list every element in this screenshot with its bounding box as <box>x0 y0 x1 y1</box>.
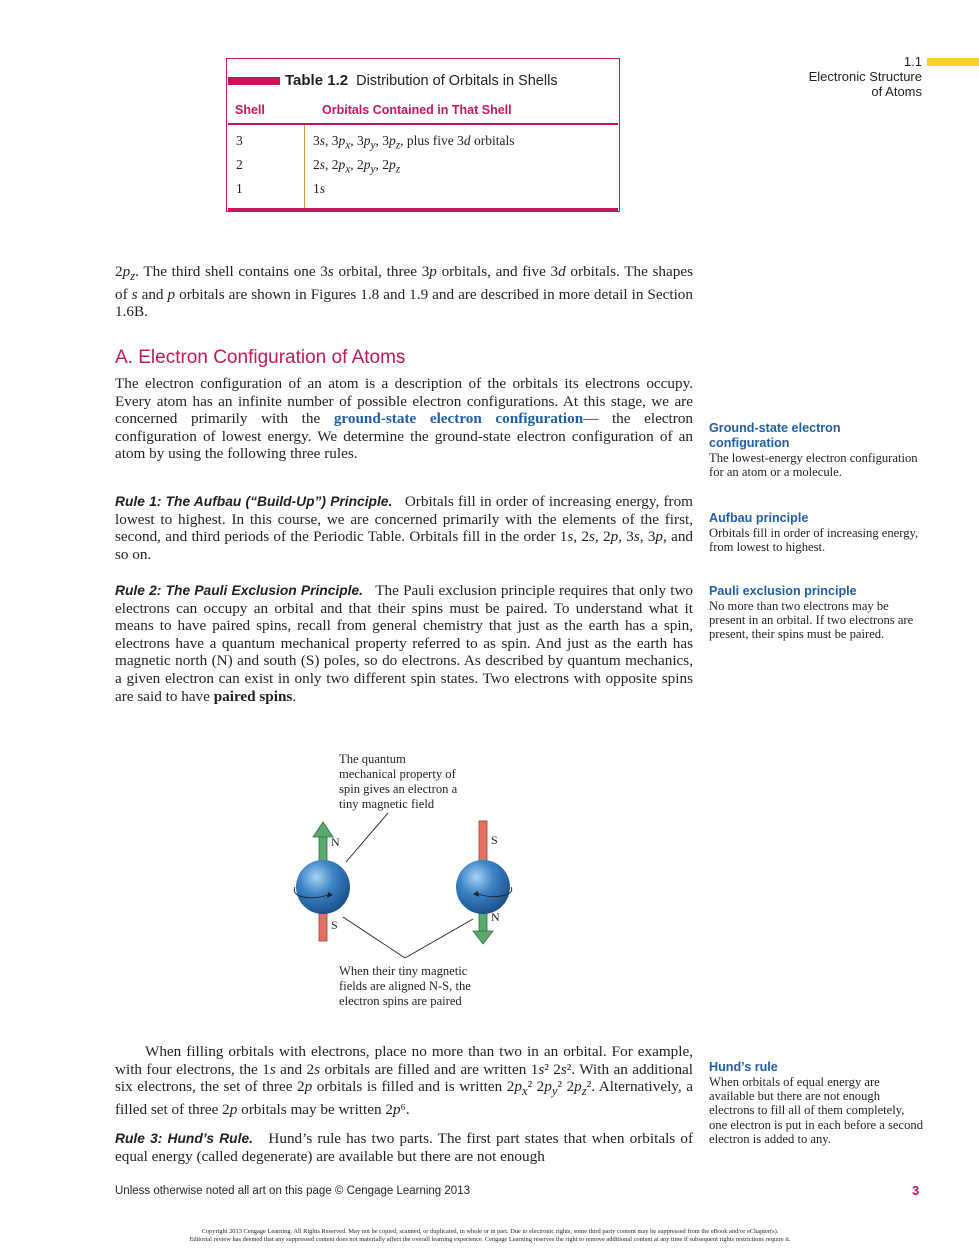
rule-3-title: Rule 3: Hund’s Rule. <box>115 1131 253 1146</box>
glossary-term: Ground-state electron configuration <box>709 421 841 450</box>
glossary-term: Aufbau principle <box>709 511 809 525</box>
spin-pairing-figure <box>270 745 530 1015</box>
intro-paragraph: $2p_z$. The third shell contains one 3s orbital, three 3p orbitals, and five 3d orbitals. The shapes of s and p orbitals are shown in Figures 1.8 and 1.9 and are described in more detail in Section 1.6B. <box>115 263 693 321</box>
glossary-term: Pauli exclusion principle <box>709 584 857 598</box>
table-header-orbitals: Orbitals Contained in That Shell <box>322 103 512 117</box>
left-north-label: N <box>331 835 340 849</box>
art-credit: Unless otherwise noted all art on this page © Cengage Learning 2013 <box>115 1185 470 1197</box>
table-cell-orbitals <box>313 133 515 152</box>
right-north-label: N <box>491 910 500 924</box>
leader-line-top <box>346 813 388 862</box>
rule-3-paragraph <box>115 1130 693 1165</box>
caption-bottom-line: When their tiny magnetic <box>339 964 468 978</box>
table-cell-shell: 3 <box>236 133 243 148</box>
table-row-2-orbitals: 2s, $2p_x$, $2p_y$, $2p_z$ <box>313 157 401 176</box>
para1-text: The electron configuration of an atom is a description of the orbitals its electrons occupy. Every atom has an infinite number of possible electron configurations. At this stage, we are concerned primarily with the <box>115 375 693 428</box>
running-head <box>809 54 922 99</box>
rule-1-title: Rule 1: The Aufbau (“Build-Up”) Principle. <box>115 494 393 509</box>
rule-2-paragraph <box>115 582 693 705</box>
copyright-notice <box>60 1228 920 1245</box>
keyword-ground-state: ground-state electron configuration <box>333 410 584 428</box>
right-south-label: S <box>491 833 498 847</box>
copyright-line: Editorial review has deemed that any suppressed content does not materially affect the overall learning experience. Cengage Learning reserves the right to remove additional content at any time if subsequent rights restrictions require it. <box>189 1236 791 1244</box>
table-column-rule <box>304 125 305 210</box>
glossary-definition: No more than two electrons may be present in an orbital. If two electrons are present, their spins must be paired. <box>709 599 914 642</box>
rule-2-text: The Pauli exclusion principle requires that only two electrons can occupy an orbital and that their spins must be paired. To understand what it means to have paired spins, recall from general chemistry that just as the earth has a spin, electrons have a quantum mechanical property referred to as spin. And just as the earth has magnetic north (N) and south (S) poles, so do electrons. As described by quantum mechanics, a given electron can exist in only two different spin states. Two electrons with opposite spins are said to have <box>115 582 694 705</box>
section-number: 1.1 <box>903 54 922 69</box>
leader-line-bottom-right <box>405 919 473 958</box>
running-head-line1: Electronic Structure <box>808 69 922 84</box>
caption-top-line: mechanical property of <box>339 767 456 781</box>
body-paragraph-1 <box>115 375 693 463</box>
table-label: Table 1.2 <box>285 72 349 89</box>
table-title <box>285 72 558 89</box>
caption-top-line: spin gives an electron a <box>339 782 458 796</box>
table-cell-shell: 1 <box>236 181 243 196</box>
page-number: 3 <box>912 1183 920 1198</box>
rule-2-end: . <box>292 687 297 705</box>
right-north-arrowhead <box>473 931 493 944</box>
glossary-ground-state <box>709 421 924 479</box>
body-paragraph-3: When filling orbitals with electrons, place no more than two in an orbital. For example, with four electrons, the 1s and 2s orbitals are filled and are written 1s² 2s². With an additional six electrons, the set of three 2p orbitals is filled and is written $2p_x^2$ $2p_y^2$ $2p_z^2$. Alternatively, a filled set of three 2p orbitals may be written 2p⁶. <box>115 1043 693 1118</box>
rule-3-text: Hund’s rule has two parts. The first part states that when orbitals of equal energy (called degenerate) are available but there are not enough <box>115 1130 693 1165</box>
glossary-definition: Orbitals fill in order of increasing energy, from lowest to highest. <box>709 526 919 555</box>
caption-top-line: tiny magnetic field <box>339 797 435 811</box>
section-heading: A. Electron Configuration of Atoms <box>115 347 406 368</box>
table-row-3-orbitals: 3s, $3p_x$, $3p_y$, $3p_z$, plus five 3d orbitals <box>313 133 515 152</box>
glossary-definition: The lowest-energy electron configuration for an atom or a molecule. <box>709 451 918 480</box>
right-electron-sphere <box>456 860 510 914</box>
table-header-rule <box>228 123 618 125</box>
keyword-paired-spins: paired spins <box>213 687 293 705</box>
copyright-line: Copyright 2013 Cengage Learning. All Rights Reserved. May not be copied, scanned, or duplicated, in whole or in part. Due to electronic rights, some third party content may be suppressed from the eBook and/or eChapter(s). <box>201 1228 779 1235</box>
left-north-arrowhead <box>313 822 333 837</box>
running-head-line2: of Atoms <box>871 84 922 99</box>
leader-line-bottom-left <box>343 917 405 958</box>
caption-top-line: The quantum <box>339 752 406 766</box>
figure-caption-top <box>339 752 460 811</box>
right-south-pole <box>479 821 487 865</box>
table-header-shell: Shell <box>235 103 265 117</box>
left-electron-sphere <box>296 860 350 914</box>
figure-caption-bottom <box>339 964 474 1008</box>
glossary-definition: When orbitals of equal energy are available but there are not enough electrons to fill all of them completely, one electron is put in each before a second electron is added to any. <box>709 1075 924 1146</box>
glossary-aufbau <box>709 511 924 554</box>
table-cell-shell: 2 <box>236 157 243 172</box>
section-color-bar <box>927 58 979 66</box>
para1-text-cont: — the electron configuration of lowest energy. We determine the ground-state electron configuration of an atom by using the following three rules. <box>115 410 694 463</box>
table-title-bar <box>228 77 280 85</box>
left-south-label: S <box>331 918 338 932</box>
caption-bottom-line: electron spins are paired <box>339 994 462 1008</box>
rule-1-text: Orbitals fill in order of increasing energy, from lowest to highest. In this course, we are concerned primarily with the elements of the first, second, and third periods of the Periodic Table. Orbitals fill in the order 1s, 2s, 2p, 3s, 3p, and so on. <box>115 493 694 563</box>
glossary-pauli <box>709 584 924 642</box>
table-caption: Distribution of Orbitals in Shells <box>356 73 558 89</box>
table-cell-orbitals <box>313 181 325 197</box>
table-row-1-orbitals: 1s <box>313 181 326 196</box>
glossary-hunds-rule <box>709 1060 924 1146</box>
table-cell-orbitals <box>313 157 400 176</box>
rule-2-title: Rule 2: The Pauli Exclusion Principle. <box>115 583 364 598</box>
caption-bottom-line: fields are aligned N-S, the <box>339 979 471 993</box>
rule-1-paragraph <box>115 493 693 563</box>
table-bottom-rule <box>228 208 618 211</box>
glossary-term: Hund’s rule <box>709 1060 778 1074</box>
